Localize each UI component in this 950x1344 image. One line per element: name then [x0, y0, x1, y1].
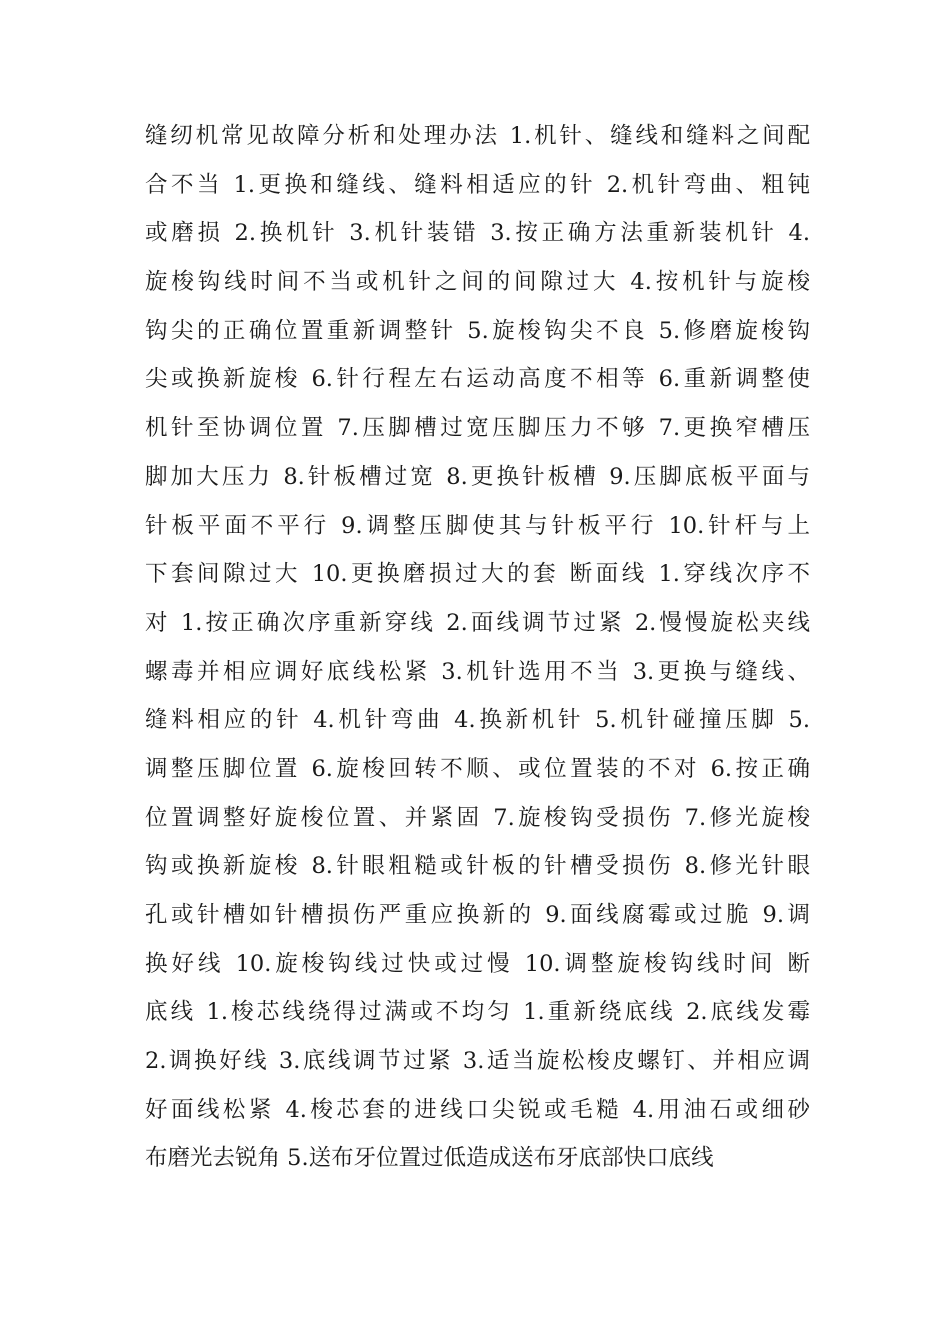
text-line: 合不当 1.更换和缝线、缝料相适应的针 2.机针弯曲、粗钝 [145, 171, 810, 198]
body-text [145, 112, 810, 1183]
text-line: 脚加大压力 8.针板槽过宽 8.更换针板槽 9.压脚底板平面与 [145, 463, 810, 490]
text-line: 尖或换新旋梭 6.针行程左右运动高度不相等 6.重新调整使 [145, 366, 810, 393]
text-line: 布磨光去锐角 5.送布牙位置过低造成送布牙底部快口底线 [145, 1145, 714, 1172]
text-line: 机针至协调位置 7.压脚槽过宽压脚压力不够 7.更换窄槽压 [145, 415, 810, 442]
text-line: 缝纫机常见故障分析和处理办法 1.机针、缝线和缝料之间配 [145, 123, 810, 149]
text-line: 底线 1.梭芯线绕得过满或不均匀 1.重新绕底线 2.底线发霉 [145, 999, 810, 1026]
text-line: 钩或换新旋梭 8.针眼粗糙或针板的针槽受损伤 8.修光针眼 [145, 853, 810, 880]
text-line: 位置调整好旋梭位置、并紧固 7.旋梭钩受损伤 7.修光旋梭 [145, 804, 810, 831]
text-line: 调整压脚位置 6.旋梭回转不顺、或位置装的不对 6.按正确 [145, 755, 810, 782]
text-line: 对 1.按正确次序重新穿线 2.面线调节过紧 2.慢慢旋松夹线 [145, 609, 810, 636]
text-line: 好面线松紧 4.梭芯套的进线口尖锐或毛糙 4.用油石或细砂 [145, 1096, 810, 1123]
text-line: 螺毒并相应调好底线松紧 3.机针选用不当 3.更换与缝线、 [145, 658, 810, 685]
text-line: 换好线 10.旋梭钩线过快或过慢 10.调整旋梭钩线时间 断 [145, 950, 810, 977]
text-line: 或磨损 2.换机针 3.机针装错 3.按正确方法重新装机针 4. [145, 220, 810, 247]
text-line: 孔或针槽如针槽损伤严重应换新的 9.面线腐霉或过脆 9.调 [145, 902, 810, 928]
text-line: 2.调换好线 3.底线调节过紧 3.适当旋松梭皮螺钉、并相应调 [145, 1048, 810, 1075]
text-line: 缝料相应的针 4.机针弯曲 4.换新机针 5.机针碰撞压脚 5. [145, 707, 810, 734]
text-line: 下套间隙过大 10.更换磨损过大的套 断面线 1.穿线次序不 [145, 561, 810, 588]
text-line: 针板平面不平行 9.调整压脚使其与针板平行 10.针杆与上 [145, 512, 810, 539]
text-line: 钩尖的正确位置重新调整针 5.旋梭钩尖不良 5.修磨旋梭钩 [145, 317, 810, 344]
text-line: 旋梭钩线时间不当或机针之间的间隙过大 4.按机针与旋梭 [145, 269, 810, 296]
